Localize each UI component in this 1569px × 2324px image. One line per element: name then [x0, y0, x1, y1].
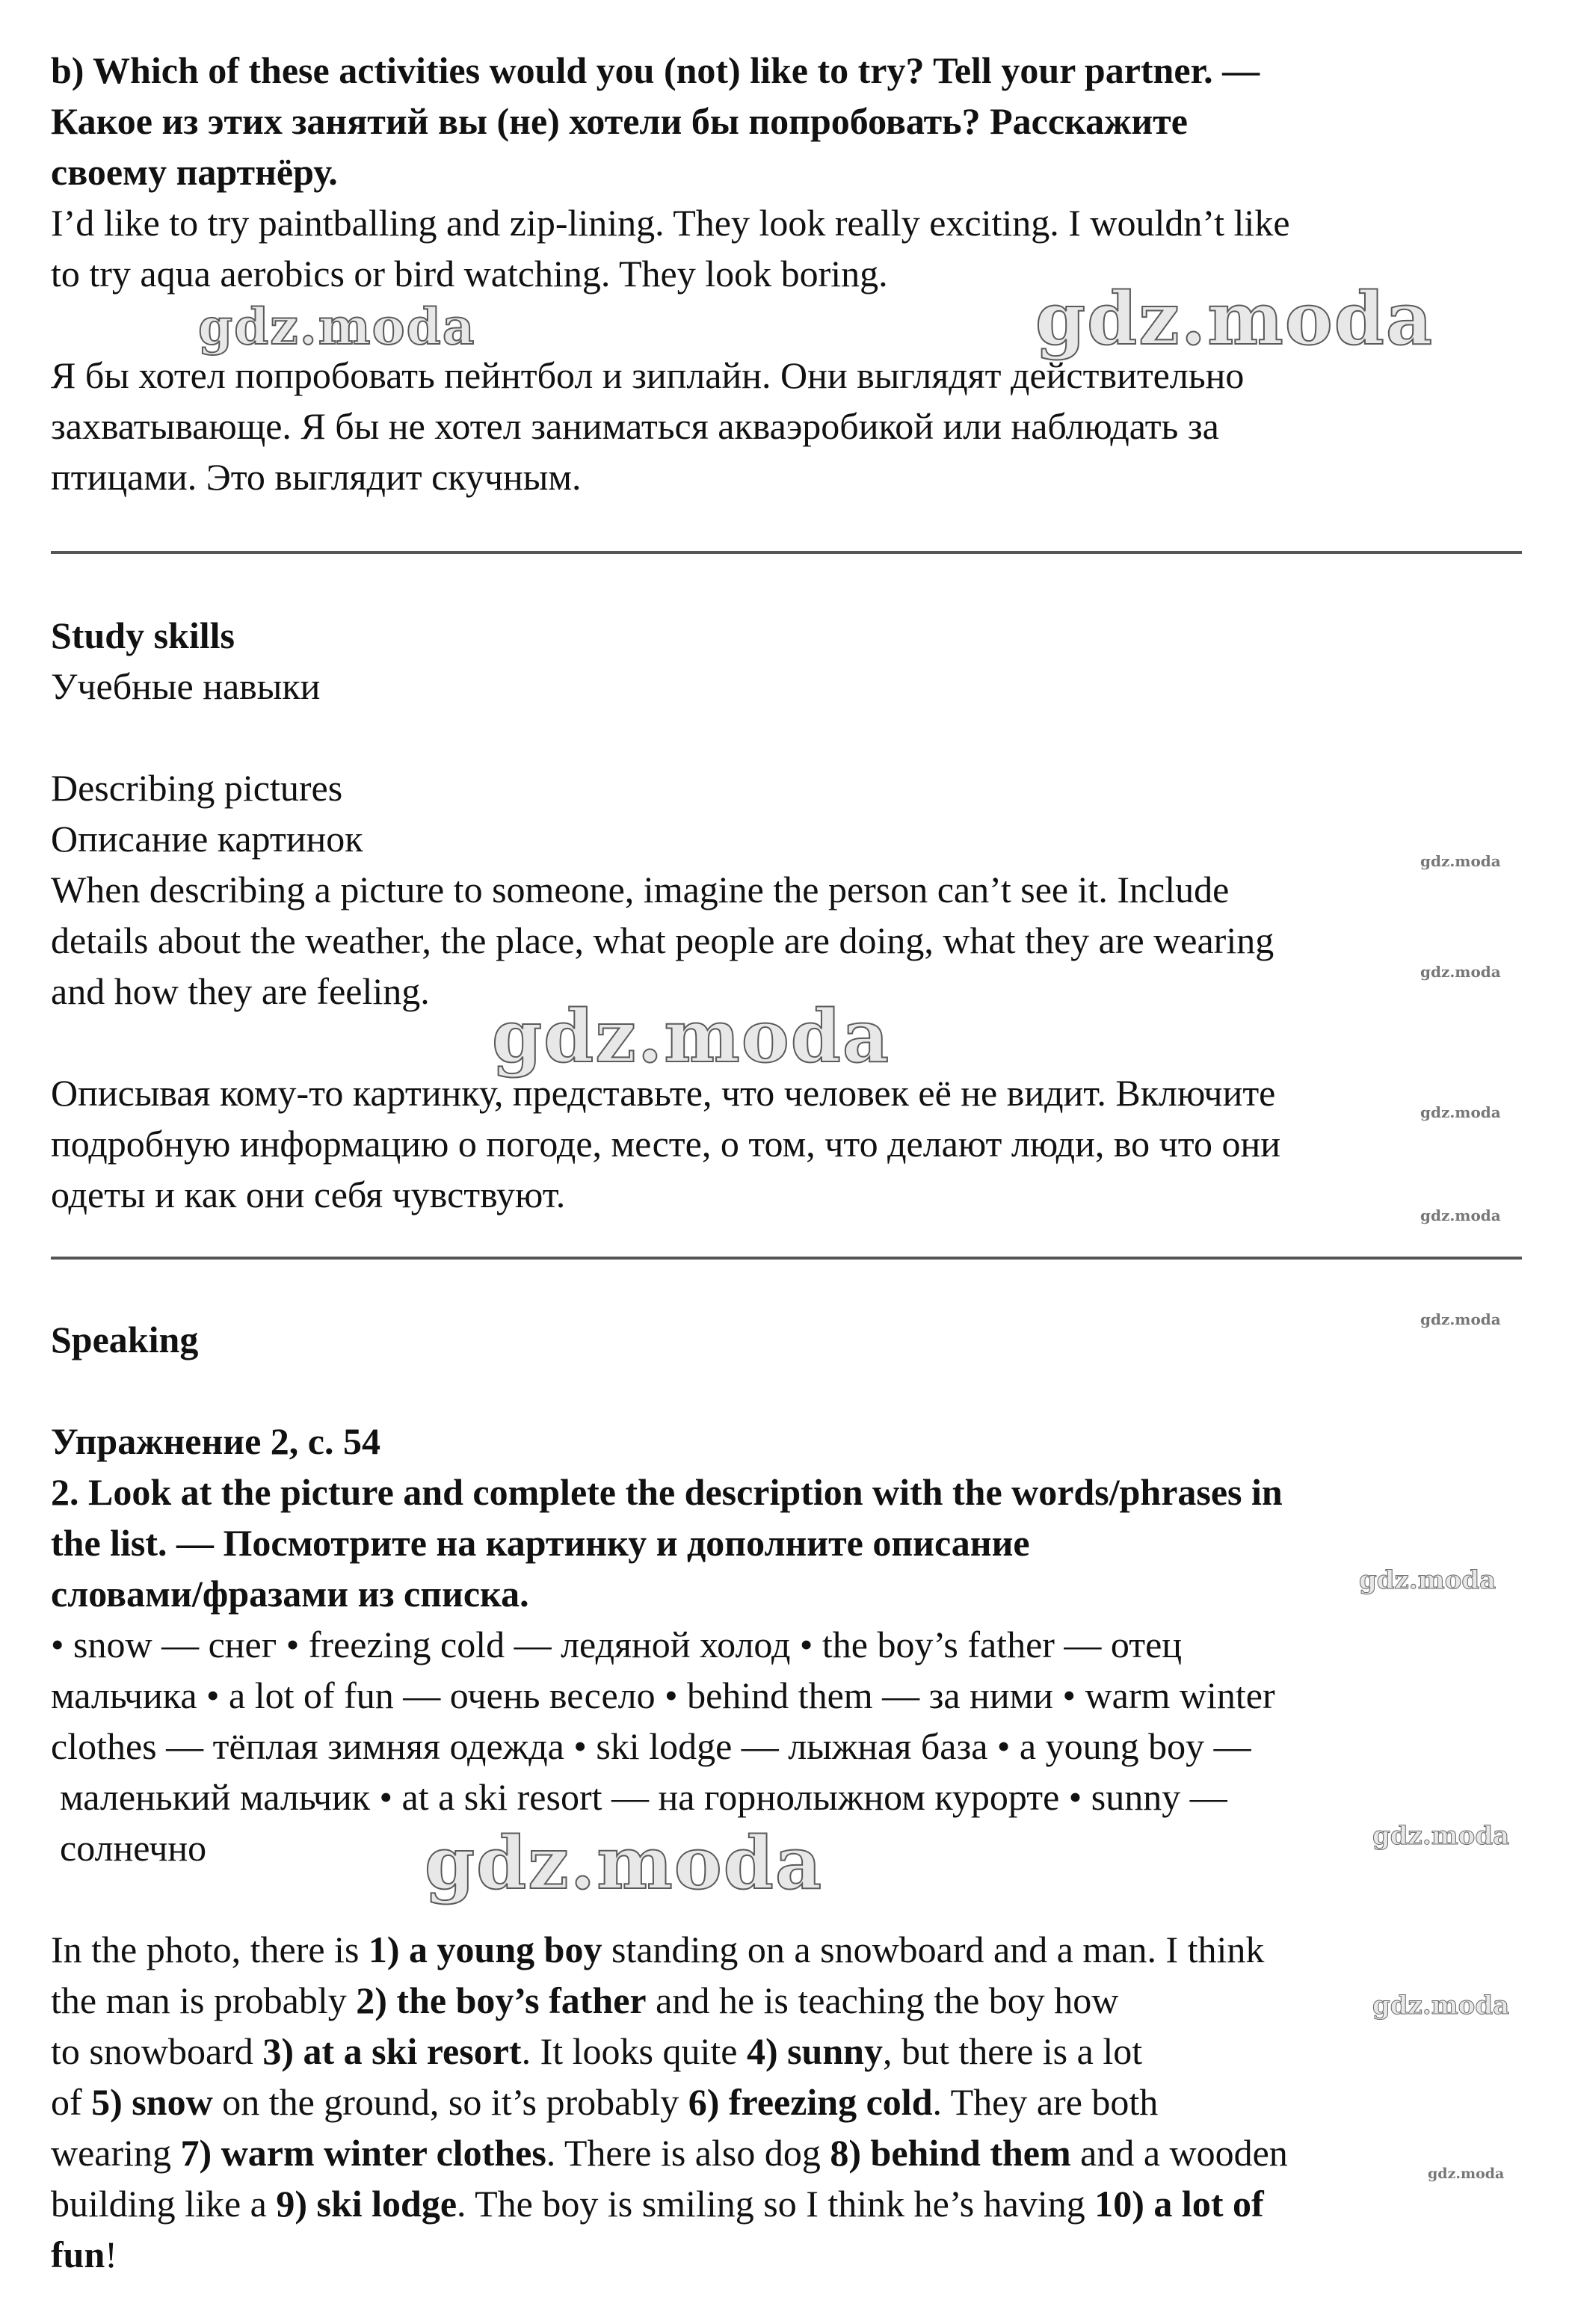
- task-instruction: словами/фразами из списка.: [51, 1573, 529, 1615]
- exercise-number: Упражнение 2, с. 54: [51, 1420, 380, 1462]
- word-list-line: солнечно: [60, 1827, 207, 1869]
- answer-1: 1) a young boy: [368, 1929, 602, 1970]
- completed-description-line: In the photo, there is 1) a young boy standing on a snowboard and a man. I think: [51, 1929, 1265, 1970]
- section-divider: [51, 1257, 1522, 1260]
- study-skills-section: [51, 610, 1523, 1220]
- speaking-section: [51, 1314, 1523, 2280]
- completed-description-line: building like a 9) ski lodge. The boy is smiling so I think he’s having 10) a lot of: [51, 2183, 1264, 2225]
- completed-description-line: fun!: [51, 2234, 117, 2275]
- word-list-line: clothes — тёплая зимняя одежда • ski lodge — лыжная база • a young boy —: [51, 1725, 1251, 1767]
- watermark-logo: gdz.moda: [1420, 1310, 1501, 1328]
- watermark-logo: gdz.moda: [492, 994, 891, 1079]
- word-list-line: маленький мальчик • at a ski resort — на горнолыжном курорте • sunny —: [60, 1776, 1227, 1818]
- activity-question-heading: b) Which of these activities would you (not) like to try? Tell your partner. —: [51, 49, 1260, 91]
- tip-russian-line: одеты и как они себя чувствуют.: [51, 1174, 566, 1215]
- answer-russian-line: Я бы хотел попробовать пейнтбол и зиплайн. Они выглядят действительно: [51, 354, 1245, 396]
- word-list-line: • snow — снег • freezing cold — ледяной холод • the boy’s father — отец: [51, 1624, 1183, 1665]
- task-instruction: the list. — Посмотрите на картинку и дополните описание: [51, 1522, 1030, 1564]
- watermark-logo: gdz.moda: [1420, 963, 1501, 981]
- watermark-logo: gdz.moda: [1372, 1991, 1510, 2021]
- answer-10-cont: fun: [51, 2234, 105, 2275]
- watermark-logo: gdz.moda: [1035, 277, 1434, 361]
- tip-russian-line: подробную информацию о погоде, месте, о том, что делают люди, во что они: [51, 1123, 1280, 1165]
- answer-7: 7) warm winter clothes: [180, 2132, 546, 2174]
- section-heading-ru: Учебные навыки: [51, 665, 321, 707]
- answer-russian-line: захватывающе. Я бы не хотел заниматься акваэробикой или наблюдать за: [51, 405, 1219, 447]
- answer-8: 8) behind them: [830, 2132, 1071, 2174]
- answer-english-line: to try aqua aerobics or bird watching. They look boring.: [51, 253, 888, 295]
- section-divider: [51, 551, 1522, 554]
- completed-description-line: the man is probably 2) the boy’s father and he is teaching the boy how: [51, 1979, 1119, 2021]
- completed-description-line: to snowboard 3) at a ski resort. It looks quite 4) sunny, but there is a lot: [51, 2030, 1143, 2072]
- subheading-ru: Описание картинок: [51, 818, 363, 860]
- tip-english-line: and how they are feeling.: [51, 970, 430, 1012]
- answer-4: 4) sunny: [746, 2030, 883, 2072]
- tip-russian-line: Описывая кому-то картинку, представьте, что человек её не видит. Включите: [51, 1072, 1276, 1114]
- activity-question-heading-ru: Какое из этих занятий вы (не) хотели бы попробовать? Расскажите: [51, 100, 1188, 142]
- watermark-logo: gdz.moda: [1428, 2166, 1505, 2182]
- subheading-describing-pictures: Describing pictures: [51, 767, 343, 809]
- watermark-logo: gdz.moda: [1420, 852, 1501, 870]
- completed-description-line: of 5) snow on the ground, so it’s probably 6) freezing cold. They are both: [51, 2081, 1159, 2123]
- document-page: [51, 45, 1523, 502]
- tip-english-line: When describing a picture to someone, imagine the person can’t see it. Include: [51, 869, 1230, 910]
- watermark-logo: gdz.moda: [1420, 1103, 1501, 1121]
- answer-10: 10) a lot of: [1094, 2183, 1264, 2225]
- completed-description-line: wearing 7) warm winter clothes. There is also dog 8) behind them and a wooden: [51, 2132, 1288, 2174]
- watermark-logo: gdz.moda: [425, 1821, 824, 1905]
- watermark-logo: gdz.moda: [1420, 1206, 1501, 1224]
- section-heading-speaking: Speaking: [51, 1319, 199, 1360]
- answer-5: 5) snow: [91, 2081, 213, 2123]
- word-list-line: мальчика • a lot of fun — очень весело • behind them — за ними • warm winter: [51, 1674, 1275, 1716]
- watermark-logo: gdz.moda: [1359, 1565, 1496, 1595]
- answer-9: 9) ski lodge: [276, 2183, 457, 2225]
- watermark-logo: gdz.moda: [198, 298, 476, 356]
- activity-question-heading-ru-cont: своему партнёру.: [51, 151, 338, 193]
- answer-6: 6) freezing cold: [688, 2081, 933, 2123]
- watermark-logo: gdz.moda: [1372, 1821, 1510, 1851]
- answer-2: 2) the boy’s father: [356, 1979, 647, 2021]
- answer-russian-line: птицами. Это выглядит скучным.: [51, 456, 582, 498]
- task-instruction: 2. Look at the picture and complete the description with the words/phrases in: [51, 1471, 1283, 1513]
- answer-english-line: I’d like to try paintballing and zip-lining. They look really exciting. I wouldn’t like: [51, 202, 1290, 244]
- tip-english-line: details about the weather, the place, what people are doing, what they are wearing: [51, 919, 1274, 961]
- section-heading-study-skills: Study skills: [51, 614, 235, 656]
- answer-3: 3) at a ski resort: [262, 2030, 522, 2072]
